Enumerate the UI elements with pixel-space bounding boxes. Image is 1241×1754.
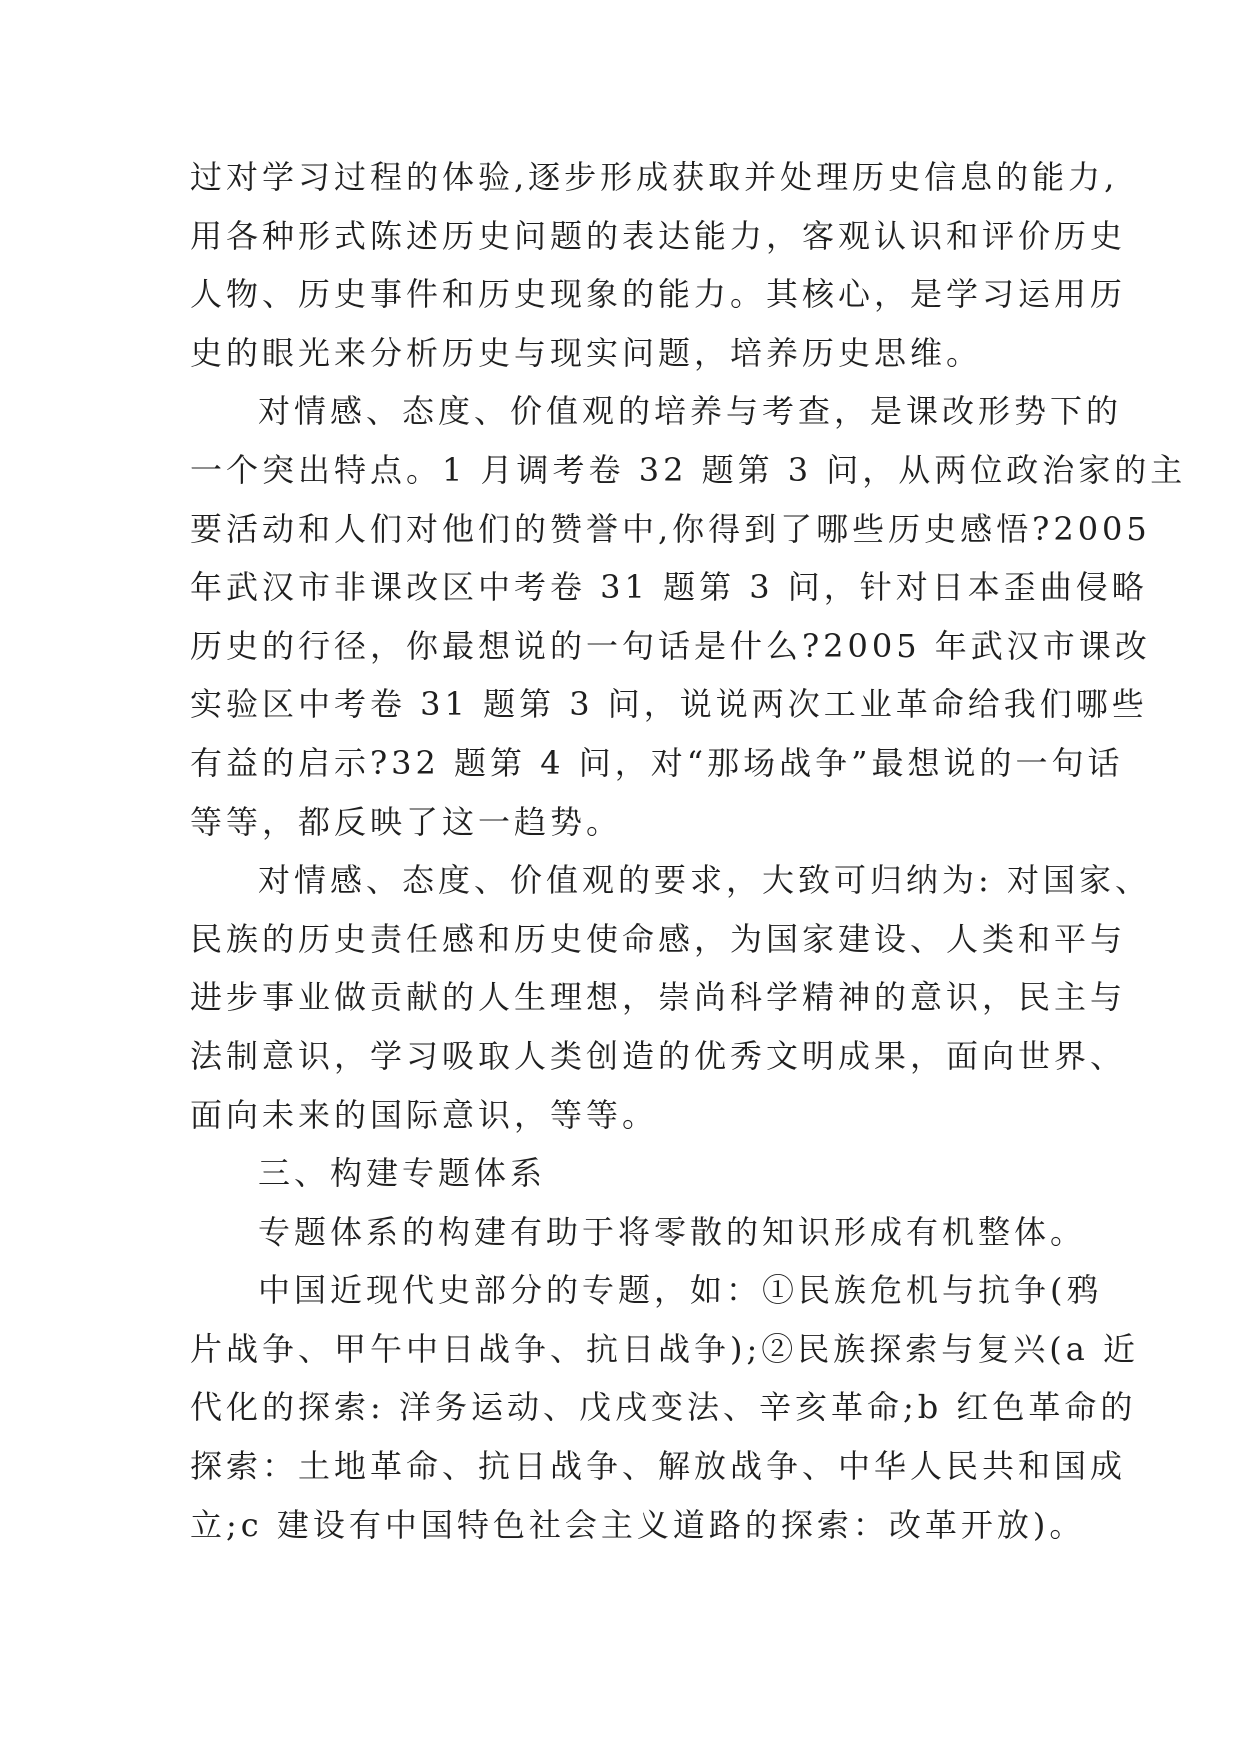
text-line: 史的眼光来分析历史与现实问题，培养历史思维。 <box>190 333 983 372</box>
paragraph-first-line: 对情感、态度、价值观的要求，大致可归纳为: 对国家、 <box>258 861 1151 900</box>
paragraph-first-line: 专题体系的构建有助于将零散的知识形成有机整体。 <box>258 1212 1087 1251</box>
text-line: 人物、历史事件和历史现象的能力。其核心，是学习运用历 <box>190 275 1127 314</box>
text-line: 年武汉市非课改区中考卷 31 题第 3 问，针对日本歪曲侵略 <box>190 568 1148 607</box>
text-line: 法制意识，学习吸取人类创造的优秀文明成果，面向世界、 <box>190 1036 1127 1075</box>
text-line: 等等，都反映了这一趋势。 <box>190 802 623 841</box>
text-line: 过对学习过程的体验,逐步形成获取并处理历史信息的能力, <box>190 158 1119 196</box>
text-line: 代化的探索: 洋务运动、戊戌变法、辛亥革命;b 红色革命的 <box>190 1388 1137 1427</box>
text-line: 历史的行径，你最想说的一句话是什么?2005 年武汉市课改 <box>190 626 1151 665</box>
text-line: 用各种形式陈述历史问题的表达能力，客观认识和评价历史 <box>190 216 1127 255</box>
text-line: 立;c 建设有中国特色社会主义道路的探索：改革开放)。 <box>190 1505 1086 1544</box>
text-line: 面向未来的国际意识，等等。 <box>190 1095 659 1134</box>
section-heading: 三、构建专题体系 <box>258 1154 547 1193</box>
text-line: 要活动和人们对他们的赞誉中,你得到了哪些历史感悟?2005 <box>190 509 1151 548</box>
text-line: 实验区中考卷 31 题第 3 问，说说两次工业革命给我们哪些 <box>190 685 1148 724</box>
paragraph-first-line: 对情感、态度、价值观的培养与考查，是课改形势下的 <box>258 392 1123 431</box>
text-line: 进步事业做贡献的人生理想，崇尚科学精神的意识，民主与 <box>190 978 1127 1017</box>
text-line: 片战争、甲午中日战争、抗日战争);②民族探索与复兴(a 近 <box>190 1329 1140 1368</box>
text-line: 一个突出特点。1 月调考卷 32 题第 3 问，从两位政治家的主 <box>190 450 1187 489</box>
body-text <box>190 148 1187 1554</box>
paragraph-first-line: 中国近现代史部分的专题，如：①民族危机与抗争(鸦 <box>258 1271 1103 1310</box>
text-line: 探索：土地革命、抗日战争、解放战争、中华人民共和国成 <box>190 1447 1127 1486</box>
text-line: 民族的历史责任感和历史使命感，为国家建设、人类和平与 <box>190 919 1127 958</box>
text-line: 有益的启示?32 题第 4 问，对“那场战争”最想说的一句话 <box>190 743 1124 782</box>
